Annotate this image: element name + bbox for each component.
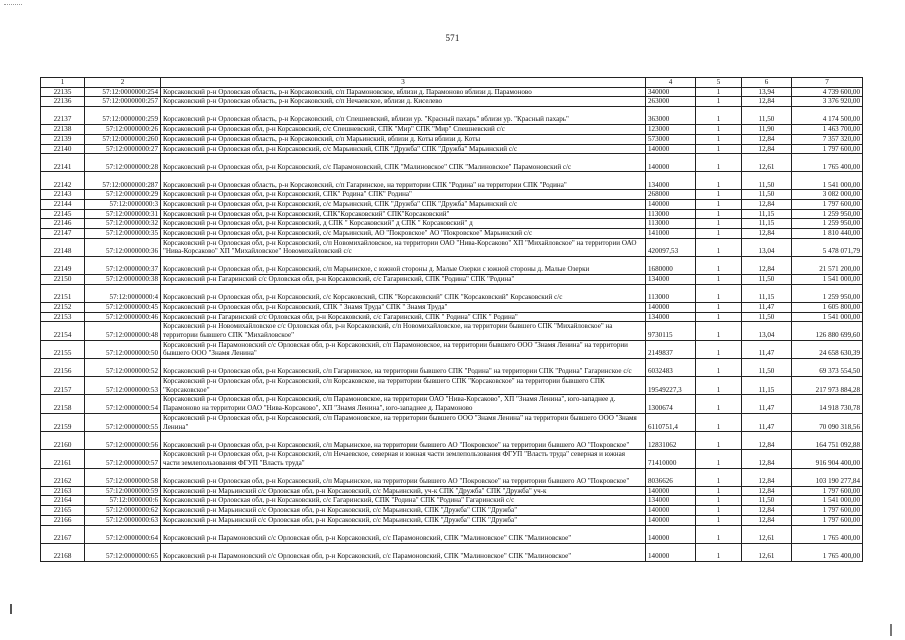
table-row	[41, 413, 863, 431]
area-cell: 140000	[646, 506, 696, 516]
row-number-cell: 22158	[41, 395, 85, 413]
area-cell: 340000	[646, 87, 696, 97]
cadastral-number-cell: 57:12:0000000:65	[85, 543, 161, 561]
location-description-cell: Корсаковский р-н Орловская обл, р-н Корсаковский, с/п Парамоновское, на территории бывшего ООО "Знамя Ленина" на территории бывшего ООО "Знамя Ленина"	[161, 413, 646, 431]
rate-cell: 12,84	[742, 432, 792, 450]
rate-cell: 11,50	[742, 172, 792, 190]
count-cell: 1	[696, 219, 742, 229]
cadastral-number-cell: 57:12:0000000:28	[85, 154, 161, 172]
area-cell: 134000	[646, 275, 696, 285]
area-cell: 140000	[646, 543, 696, 561]
table-row	[41, 125, 863, 135]
area-cell: 19549227,3	[646, 377, 696, 395]
table-row	[41, 543, 863, 561]
count-cell: 1	[696, 87, 742, 97]
row-number-cell: 22160	[41, 432, 85, 450]
cadastral-number-cell: 57:12:0000000:26	[85, 125, 161, 135]
cadastral-number-cell: 57:12:0000000:45	[85, 302, 161, 312]
value-cell: 1 797 600,00	[792, 199, 863, 209]
area-cell: 6032483	[646, 359, 696, 377]
location-description-cell: Корсаковский р-н Орловская обл, р-н Корсаковский, с/с Марьинский, СПК "Дружба" СПК "Дружба" Марьинский с/с	[161, 199, 646, 209]
table-row	[41, 144, 863, 154]
row-number-cell: 22141	[41, 154, 85, 172]
location-description-cell: Корсаковский р-н Марьинский с/с Орловская обл, р-н Корсаковский, с/с Марьинский, уч-к СПК "Дружба" СПК "Дружба" уч-к	[161, 486, 646, 496]
count-cell: 1	[696, 312, 742, 322]
column-header: 6	[742, 78, 792, 88]
row-number-cell: 22137	[41, 107, 85, 125]
row-number-cell: 22149	[41, 257, 85, 275]
value-cell: 1 259 950,00	[792, 219, 863, 229]
location-description-cell: Корсаковский р-н Орловская область, р-н Корсаковский, с/п Марьинский, вблизи д. Коты вблизи д. Коты	[161, 134, 646, 144]
location-description-cell: Корсаковский р-н Гагаринский с/с Орловская обл, р-н Корсаковский, с/с Гагаринский, СПК "Родина" СПК "Родина"	[161, 275, 646, 285]
column-header: 2	[85, 78, 161, 88]
rate-cell: 11,15	[742, 219, 792, 229]
row-number-cell: 22144	[41, 199, 85, 209]
row-number-cell: 22146	[41, 219, 85, 229]
row-number-cell: 22145	[41, 209, 85, 219]
area-cell: 420097,53	[646, 238, 696, 256]
column-header: 3	[161, 78, 646, 88]
cadastral-number-cell: 57:12:0000000:56	[85, 432, 161, 450]
value-cell: 21 571 200,00	[792, 257, 863, 275]
location-description-cell: Корсаковский р-н Орловская обл, р-н Корсаковский, с/с Спешневский, СПК "Мир" СПК "Мир" Спешневский с/с	[161, 125, 646, 135]
table-row	[41, 87, 863, 97]
value-cell: 1 797 600,00	[792, 144, 863, 154]
row-number-cell: 22165	[41, 506, 85, 516]
cadastral-number-cell: 57:12:0000000:257	[85, 97, 161, 107]
row-number-cell: 22136	[41, 97, 85, 107]
count-cell: 1	[696, 199, 742, 209]
count-cell: 1	[696, 257, 742, 275]
area-cell: 6110751,4	[646, 413, 696, 431]
row-number-cell: 22154	[41, 322, 85, 340]
area-cell: 140000	[646, 525, 696, 543]
table-row	[41, 219, 863, 229]
location-description-cell: Корсаковский р-н Орловская обл, р-н Корсаковский, с/с Гагаринский, СПК "Родина" СПК "Родина" Гагаринский с/с	[161, 496, 646, 506]
table-row	[41, 172, 863, 190]
table-row	[41, 97, 863, 107]
table-row	[41, 190, 863, 200]
rate-cell: 12,84	[742, 144, 792, 154]
value-cell: 1 541 000,00	[792, 275, 863, 285]
value-cell: 1 765 400,00	[792, 154, 863, 172]
rate-cell: 12,84	[742, 97, 792, 107]
area-cell: 573000	[646, 134, 696, 144]
table-row	[41, 275, 863, 285]
area-cell: 140000	[646, 199, 696, 209]
cadastral-number-cell: 57:12:0000000:36	[85, 238, 161, 256]
location-description-cell: Корсаковский р-н Орловская обл, р-н Корсаковский, с/п Гагаринское, на территории бывшего СПК "Родина" на территории СПК "Родина" Гагаринское с/с	[161, 359, 646, 377]
count-cell: 1	[696, 377, 742, 395]
value-cell: 126 880 699,60	[792, 322, 863, 340]
cadastral-number-cell: 57:12:0000000:254	[85, 87, 161, 97]
column-header: 5	[696, 78, 742, 88]
location-description-cell: Корсаковский р-н Орловская обл, р-н Корсаковский, СПК" Родина" СПК" Родина"	[161, 190, 646, 200]
value-cell: 1 541 000,00	[792, 172, 863, 190]
table-row	[41, 486, 863, 496]
location-description-cell: Корсаковский р-н Орловская обл, р-н Корсаковский, с/с Парамоновский, СПК "Малиновское" СПК "Малиновское" Парамоновский с/с	[161, 154, 646, 172]
location-description-cell: Корсаковский р-н Орловская область, р-н Корсаковский, с/п Парамоновское, вблизи д. Парамоново вблизи д. Парамоново	[161, 87, 646, 97]
column-header: 4	[646, 78, 696, 88]
table-row	[41, 284, 863, 302]
location-description-cell: Корсаковский р-н Орловская обл, р-н Корсаковский, с/с Марьинский, АО "Покровское" АО "Покровское" Марьинский с/с	[161, 229, 646, 239]
area-cell: 263000	[646, 97, 696, 107]
location-description-cell: Корсаковский р-н Гагаринский с/с Орловская обл, р-н Корсаковский, с/с Гагаринский, СПК " Родина" СПК " Родина"	[161, 312, 646, 322]
rate-cell: 11,15	[742, 284, 792, 302]
row-number-cell: 22157	[41, 377, 85, 395]
rate-cell: 12,61	[742, 525, 792, 543]
cadastral-number-cell: 57:12:0000000:35	[85, 229, 161, 239]
cadastral-number-cell: 57:12:0000000:46	[85, 312, 161, 322]
cadastral-number-cell: 57:12:0000000:52	[85, 359, 161, 377]
location-description-cell: Корсаковский р-н Орловская обл, р-н Корсаковский, с/п Нечаевское, северная и южная части землепользования ФГУП "Власть труда" северная и южная части землепользования ФГУП "Власть труда"	[161, 450, 646, 468]
cadastral-number-cell: 57:12:0000000:6	[85, 496, 161, 506]
count-cell: 1	[696, 525, 742, 543]
rate-cell: 11,47	[742, 395, 792, 413]
area-cell: 363000	[646, 107, 696, 125]
rate-cell: 12,84	[742, 468, 792, 486]
cadastral-number-cell: 57:12:0000000:38	[85, 275, 161, 285]
rate-cell: 12,84	[742, 229, 792, 239]
value-cell: 1 259 950,00	[792, 284, 863, 302]
row-number-cell: 22166	[41, 515, 85, 525]
count-cell: 1	[696, 468, 742, 486]
row-number-cell: 22167	[41, 525, 85, 543]
value-cell: 1 541 000,00	[792, 312, 863, 322]
value-cell: 1 765 400,00	[792, 543, 863, 561]
table-row	[41, 496, 863, 506]
count-cell: 1	[696, 275, 742, 285]
registry-table	[40, 77, 863, 562]
rate-cell: 12,84	[742, 515, 792, 525]
count-cell: 1	[696, 340, 742, 358]
rate-cell: 12,84	[742, 134, 792, 144]
rate-cell: 12,61	[742, 154, 792, 172]
value-cell: 4 174 500,00	[792, 107, 863, 125]
area-cell: 8036626	[646, 468, 696, 486]
row-number-cell: 22168	[41, 543, 85, 561]
cadastral-number-cell: 57:12:0000000:63	[85, 515, 161, 525]
value-cell: 5 478 071,79	[792, 238, 863, 256]
value-cell: 4 739 600,00	[792, 87, 863, 97]
row-number-cell: 22143	[41, 190, 85, 200]
table-row	[41, 450, 863, 468]
row-number-cell: 22140	[41, 144, 85, 154]
area-cell: 71410000	[646, 450, 696, 468]
value-cell: 1 797 600,00	[792, 486, 863, 496]
row-number-cell: 22163	[41, 486, 85, 496]
value-cell: 164 751 092,88	[792, 432, 863, 450]
table-row	[41, 515, 863, 525]
value-cell: 1 797 600,00	[792, 515, 863, 525]
area-cell: 140000	[646, 486, 696, 496]
row-number-cell: 22159	[41, 413, 85, 431]
row-number-cell: 22155	[41, 340, 85, 358]
area-cell: 140000	[646, 154, 696, 172]
count-cell: 1	[696, 284, 742, 302]
table-row	[41, 199, 863, 209]
rate-cell: 12,84	[742, 486, 792, 496]
value-cell: 1 797 600,00	[792, 506, 863, 516]
location-description-cell: Корсаковский р-н Марьинский с/с Орловская обл, р-н Корсаковский, с/с Марьинский, СПК "Дружба" СПК "Дружба"	[161, 515, 646, 525]
count-cell: 1	[696, 154, 742, 172]
column-header: 7	[792, 78, 863, 88]
area-cell: 113000	[646, 209, 696, 219]
area-cell: 140000	[646, 302, 696, 312]
cadastral-number-cell: 57:12:0000000:50	[85, 340, 161, 358]
count-cell: 1	[696, 172, 742, 190]
rate-cell: 11,50	[742, 496, 792, 506]
column-header: 1	[41, 78, 85, 88]
table-row	[41, 134, 863, 144]
value-cell: 217 973 884,28	[792, 377, 863, 395]
value-cell: 1 259 950,00	[792, 209, 863, 219]
table-row	[41, 359, 863, 377]
count-cell: 1	[696, 395, 742, 413]
row-number-cell: 22156	[41, 359, 85, 377]
cadastral-number-cell: 57:12:0000000:27	[85, 144, 161, 154]
value-cell: 1 810 440,00	[792, 229, 863, 239]
cadastral-number-cell: 57:12:0000000:48	[85, 322, 161, 340]
location-description-cell: Корсаковский р-н Марьинский с/с Орловская обл, р-н Корсаковский, с/с Марьинский, СПК "Дружба" СПК "Дружба"	[161, 506, 646, 516]
cadastral-number-cell: 57:12:0000000:287	[85, 172, 161, 190]
count-cell: 1	[696, 125, 742, 135]
row-number-cell: 22135	[41, 87, 85, 97]
location-description-cell: Корсаковский р-н Парамоновский с/с Орловская обл, р-н Корсаковский, с/с Парамоновский, СПК "Малиновское" СПК "Малиновское"	[161, 543, 646, 561]
table-row	[41, 432, 863, 450]
value-cell: 1 541 000,00	[792, 496, 863, 506]
table-row	[41, 377, 863, 395]
cadastral-number-cell: 57:12:0000000:53	[85, 377, 161, 395]
header-row	[41, 78, 863, 88]
location-description-cell: Корсаковский р-н Парамоновский с/с Орловская обл, р-н Корсаковский, с/с Парамоновский, СПК "Малиновское" СПК "Малиновское"	[161, 525, 646, 543]
value-cell: 3 376 920,00	[792, 97, 863, 107]
cadastral-number-cell: 57:12:0000000:54	[85, 395, 161, 413]
value-cell: 7 357 320,00	[792, 134, 863, 144]
location-description-cell: Корсаковский р-н Орловская обл, р-н Корсаковский, с/п Марьинское, на территории бывшего АО "Покровское" на территории бывшего АО "Покровское"	[161, 432, 646, 450]
table-row	[41, 257, 863, 275]
area-cell: 9730115	[646, 322, 696, 340]
count-cell: 1	[696, 359, 742, 377]
cadastral-number-cell: 57:12:0000000:260	[85, 134, 161, 144]
rate-cell: 11,50	[742, 107, 792, 125]
rate-cell: 11,15	[742, 377, 792, 395]
count-cell: 1	[696, 413, 742, 431]
location-description-cell: Корсаковский р-н Орловская обл, р-н Корсаковский, с/п Марьинское, на территории бывшего АО "Покровское" на территории бывшего АО "Покровское"	[161, 468, 646, 486]
rate-cell: 11,50	[742, 275, 792, 285]
location-description-cell: Корсаковский р-н Новомихайловское с/с Орловская обл, р-н Корсаковский, с/п Новомихайловское, на территории бывшего СПК "Михайловское" на территории бывшего СПК "Михайловское"	[161, 322, 646, 340]
table-row	[41, 302, 863, 312]
row-number-cell: 22162	[41, 468, 85, 486]
rate-cell: 11,47	[742, 302, 792, 312]
cadastral-number-cell: 57:12:0000000:4	[85, 284, 161, 302]
table-row	[41, 312, 863, 322]
cadastral-number-cell: 57:12:0000000:32	[85, 219, 161, 229]
scan-artifact	[890, 624, 892, 636]
cadastral-number-cell: 57:12:0000000:59	[85, 486, 161, 496]
area-cell: 1680000	[646, 257, 696, 275]
location-description-cell: Корсаковский р-н Орловская обл, р-н Корсаковский, с/п Корсаковское, на территории бывшего СПК "Корсаковское" на территории бывшего СПК "Корсаковское"	[161, 377, 646, 395]
location-description-cell: Корсаковский р-н Орловская обл, р-н Корсаковский, с/п Парамоновское, на территории ОАО "Нива-Корсаково", ХП "Знамя Ленина", юго-западнее д. Парамоново на территории ОАО "Нива-Корсаково", ХП "Знамя Ленина", юго-западнее д. Парамоново	[161, 395, 646, 413]
count-cell: 1	[696, 97, 742, 107]
row-number-cell: 22151	[41, 284, 85, 302]
count-cell: 1	[696, 144, 742, 154]
cadastral-number-cell: 57:12:0000000:259	[85, 107, 161, 125]
location-description-cell: Корсаковский р-н Орловская область, р-н Корсаковский, с/п Спешневский, вблизи ур. "Красный пахарь" вблизи ур. "Красный пахарь"	[161, 107, 646, 125]
scan-artifact	[10, 604, 12, 614]
count-cell: 1	[696, 496, 742, 506]
area-cell: 113000	[646, 284, 696, 302]
value-cell: 103 190 277,84	[792, 468, 863, 486]
location-description-cell: Корсаковский р-н Орловская обл, р-н Корсаковский, с/п Марьинское, с южной стороны д. Малые Озерки с южной стороны д. Малые Озерки	[161, 257, 646, 275]
rate-cell: 13,04	[742, 238, 792, 256]
area-cell: 140000	[646, 515, 696, 525]
rate-cell: 12,84	[742, 257, 792, 275]
value-cell: 1 765 400,00	[792, 525, 863, 543]
cadastral-number-cell: 57:12:0000000:64	[85, 525, 161, 543]
rate-cell: 11,47	[742, 340, 792, 358]
count-cell: 1	[696, 432, 742, 450]
table-row	[41, 322, 863, 340]
table-row	[41, 229, 863, 239]
page-number: 571	[445, 33, 460, 43]
location-description-cell: Корсаковский р-н Орловская область, р-н Корсаковский, с/п Гагаринское, на территории СПК "Родина" на территории СПК "Родина"	[161, 172, 646, 190]
table-row	[41, 506, 863, 516]
row-number-cell: 22150	[41, 275, 85, 285]
row-number-cell: 22161	[41, 450, 85, 468]
area-cell: 134000	[646, 496, 696, 506]
rate-cell: 12,84	[742, 199, 792, 209]
rate-cell: 11,50	[742, 359, 792, 377]
rate-cell: 11,15	[742, 209, 792, 219]
count-cell: 1	[696, 302, 742, 312]
table-row	[41, 525, 863, 543]
row-number-cell: 22142	[41, 172, 85, 190]
cadastral-number-cell: 57:12:0000000:3	[85, 199, 161, 209]
cadastral-number-cell: 57:12:0000000:62	[85, 506, 161, 516]
count-cell: 1	[696, 209, 742, 219]
area-cell: 134000	[646, 312, 696, 322]
cadastral-number-cell: 57:12:0000000:58	[85, 468, 161, 486]
location-description-cell: Корсаковский р-н Орловская обл, р-н Корсаковский, д СПК " Корсаковский" д СПК " Корсаковский" д	[161, 219, 646, 229]
area-cell: 113000	[646, 219, 696, 229]
cadastral-number-cell: 57:12:0000000:55	[85, 413, 161, 431]
row-number-cell: 22153	[41, 312, 85, 322]
table-row	[41, 395, 863, 413]
cadastral-number-cell: 57:12:0000000:57	[85, 450, 161, 468]
count-cell: 1	[696, 229, 742, 239]
rate-cell: 13,94	[742, 87, 792, 97]
rate-cell: 11,47	[742, 413, 792, 431]
area-cell: 134000	[646, 172, 696, 190]
count-cell: 1	[696, 238, 742, 256]
rate-cell: 12,84	[742, 506, 792, 516]
location-description-cell: Корсаковский р-н Орловская обл, р-н Корсаковский, с/с Марьинский, СПК "Дружба" СПК "Дружба" Марьинский с/с	[161, 144, 646, 154]
rate-cell: 12,84	[742, 450, 792, 468]
value-cell: 69 373 554,50	[792, 359, 863, 377]
scan-artifact	[4, 4, 22, 8]
count-cell: 1	[696, 543, 742, 561]
row-number-cell: 22164	[41, 496, 85, 506]
area-cell: 141000	[646, 229, 696, 239]
location-description-cell: Корсаковский р-н Орловская область, р-н Корсаковский, с/п Нечаевское, вблизи д. Киселево	[161, 97, 646, 107]
table-row	[41, 107, 863, 125]
count-cell: 1	[696, 506, 742, 516]
table-row	[41, 468, 863, 486]
count-cell: 1	[696, 107, 742, 125]
value-cell: 14 918 730,78	[792, 395, 863, 413]
rate-cell: 13,04	[742, 322, 792, 340]
value-cell: 3 082 000,00	[792, 190, 863, 200]
rate-cell: 12,61	[742, 543, 792, 561]
rate-cell: 11,50	[742, 190, 792, 200]
count-cell: 1	[696, 486, 742, 496]
location-description-cell: Корсаковский р-н Орловская обл, р-н Корсаковский, с/п Новомихайловское, на территории ОАО "Нива-Корсаково" ХП "Михайловское" на территории ОАО "Нива-Корсаково" ХП "Михайловское" Новомихайловский с/с	[161, 238, 646, 256]
area-cell: 2149837	[646, 340, 696, 358]
location-description-cell: Корсаковский р-н Орловская обл, р-н Корсаковский, СПК"Корсаковский" СПК"Корсаковский"	[161, 209, 646, 219]
location-description-cell: Корсаковский р-н Орловская обл, р-н Корсаковский, СПК " Знамя Труда" СПК " Знамя Труда"	[161, 302, 646, 312]
count-cell: 1	[696, 134, 742, 144]
count-cell: 1	[696, 450, 742, 468]
area-cell: 1300674	[646, 395, 696, 413]
area-cell: 268000	[646, 190, 696, 200]
cadastral-number-cell: 57:12:0000000:37	[85, 257, 161, 275]
rate-cell: 11,90	[742, 125, 792, 135]
area-cell: 12831062	[646, 432, 696, 450]
value-cell: 24 658 630,39	[792, 340, 863, 358]
row-number-cell: 22138	[41, 125, 85, 135]
area-cell: 140000	[646, 144, 696, 154]
count-cell: 1	[696, 190, 742, 200]
count-cell: 1	[696, 515, 742, 525]
value-cell: 70 090 318,56	[792, 413, 863, 431]
cadastral-number-cell: 57:12:0000000:29	[85, 190, 161, 200]
value-cell: 1 463 700,00	[792, 125, 863, 135]
cadastral-number-cell: 57:12:0000000:31	[85, 209, 161, 219]
rate-cell: 11,50	[742, 312, 792, 322]
location-description-cell: Корсаковский р-н Парамоновский с/с Орловская обл, р-н Корсаковский, с/п Парамоновское, на территории бывшего ООО "Знамя Ленина" на территории бывшего ООО "Знамя Ленина"	[161, 340, 646, 358]
row-number-cell: 22147	[41, 229, 85, 239]
area-cell: 123000	[646, 125, 696, 135]
table-row	[41, 340, 863, 358]
location-description-cell: Корсаковский р-н Орловская обл, р-н Корсаковский, с/с Корсаковский, СПК "Корсаковский" СПК "Корсаковский" Корсаковский с/с	[161, 284, 646, 302]
table-row	[41, 154, 863, 172]
row-number-cell: 22139	[41, 134, 85, 144]
row-number-cell: 22152	[41, 302, 85, 312]
row-number-cell: 22148	[41, 238, 85, 256]
value-cell: 916 904 400,00	[792, 450, 863, 468]
table-row	[41, 209, 863, 219]
value-cell: 1 605 800,00	[792, 302, 863, 312]
count-cell: 1	[696, 322, 742, 340]
table-row	[41, 238, 863, 256]
